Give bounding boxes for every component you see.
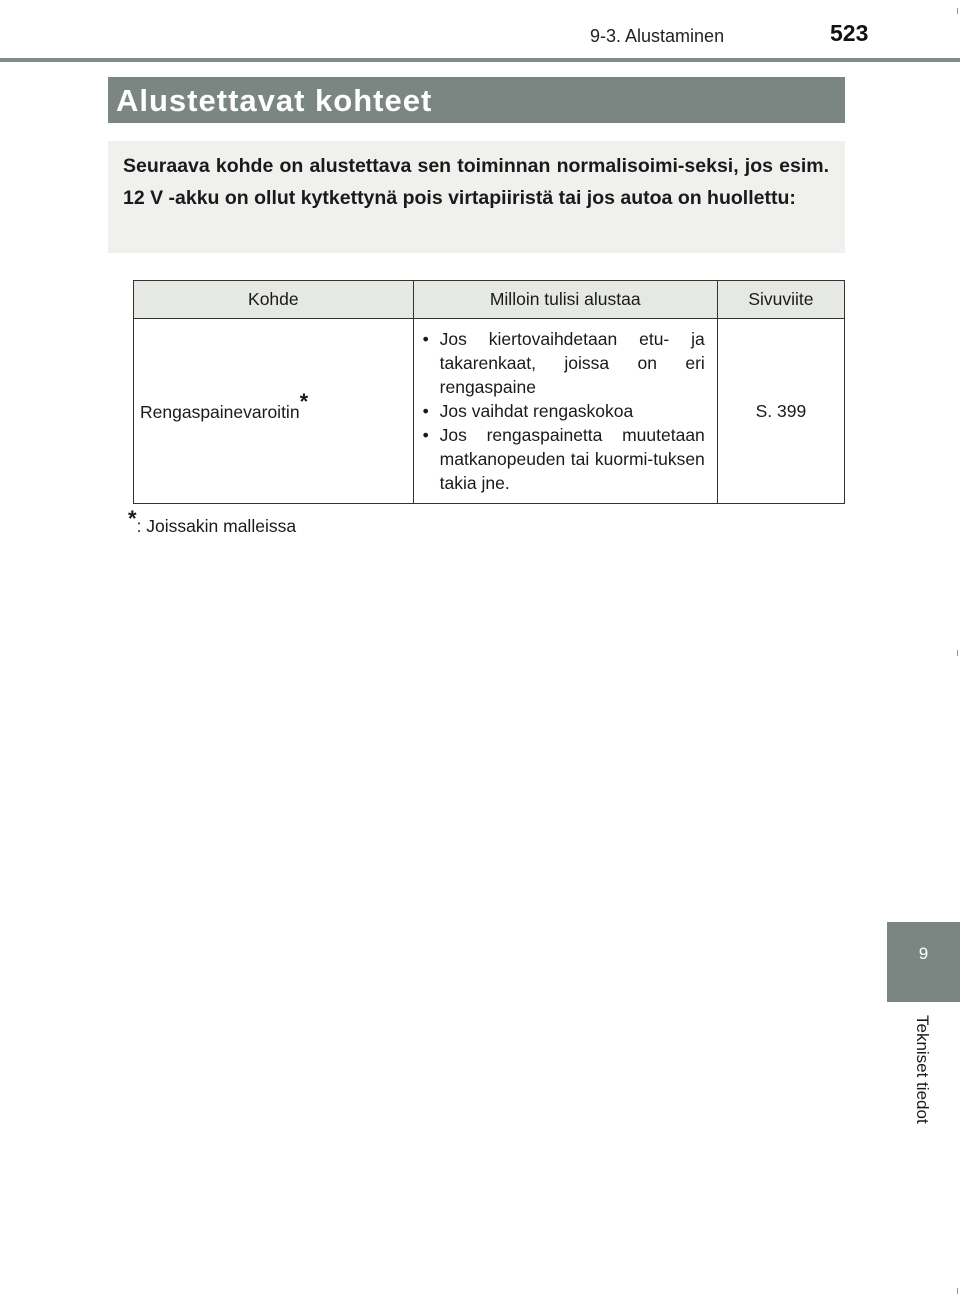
intro-text: Seuraava kohde on alustettava sen toiminnan normalisoimi-seksi, jos esim. 12 V -akku on ollut kytkettynä pois virtapiiristä tai jos autoa on huollettu: bbox=[123, 155, 829, 209]
list-item bbox=[422, 423, 705, 495]
bullet: • bbox=[422, 329, 429, 349]
list-item bbox=[422, 399, 705, 423]
footnote-marker: * bbox=[128, 506, 137, 531]
title-bar bbox=[108, 77, 845, 123]
crop-mark bbox=[957, 1288, 958, 1294]
page-reference: S. 399 bbox=[717, 319, 844, 504]
list-item-text: Jos kiertovaihdetaan etu- ja takarenkaat, joissa on eri rengaspaine bbox=[439, 329, 705, 397]
item-cell bbox=[134, 319, 414, 504]
chapter-label: Tekniset tiedot bbox=[913, 1015, 932, 1124]
reset-items-table bbox=[133, 280, 845, 504]
when-list bbox=[422, 327, 705, 495]
crop-mark bbox=[957, 650, 958, 656]
item-name: Rengaspainevaroitin bbox=[140, 402, 300, 422]
page-number: 523 bbox=[830, 20, 869, 46]
footnote-text: : Joissakin malleissa bbox=[136, 516, 297, 536]
page-title: Alustettavat kohteet bbox=[116, 83, 433, 118]
column-header-reference: Sivuviite bbox=[717, 281, 844, 319]
footnote-marker: * bbox=[299, 389, 309, 414]
section-heading: 9-3. Alustaminen bbox=[590, 26, 725, 46]
list-item-text: Jos vaihdat rengaskokoa bbox=[439, 401, 634, 421]
column-header-when: Milloin tulisi alustaa bbox=[413, 281, 717, 319]
intro-box bbox=[108, 141, 845, 253]
footnote bbox=[128, 506, 297, 538]
bullet: • bbox=[422, 425, 429, 445]
header-divider bbox=[0, 58, 960, 62]
crop-mark bbox=[957, 8, 958, 14]
list-item-text: Jos rengaspainetta muutetaan matkanopeuden tai kuormi-tuksen takia jne. bbox=[439, 425, 705, 493]
chapter-number: 9 bbox=[918, 944, 929, 963]
table-header-row bbox=[134, 281, 845, 319]
column-header-item: Kohde bbox=[134, 281, 414, 319]
when-cell bbox=[413, 319, 717, 504]
list-item bbox=[422, 327, 705, 399]
table-row bbox=[134, 319, 845, 504]
bullet: • bbox=[422, 401, 429, 421]
chapter-tab bbox=[887, 922, 960, 1002]
